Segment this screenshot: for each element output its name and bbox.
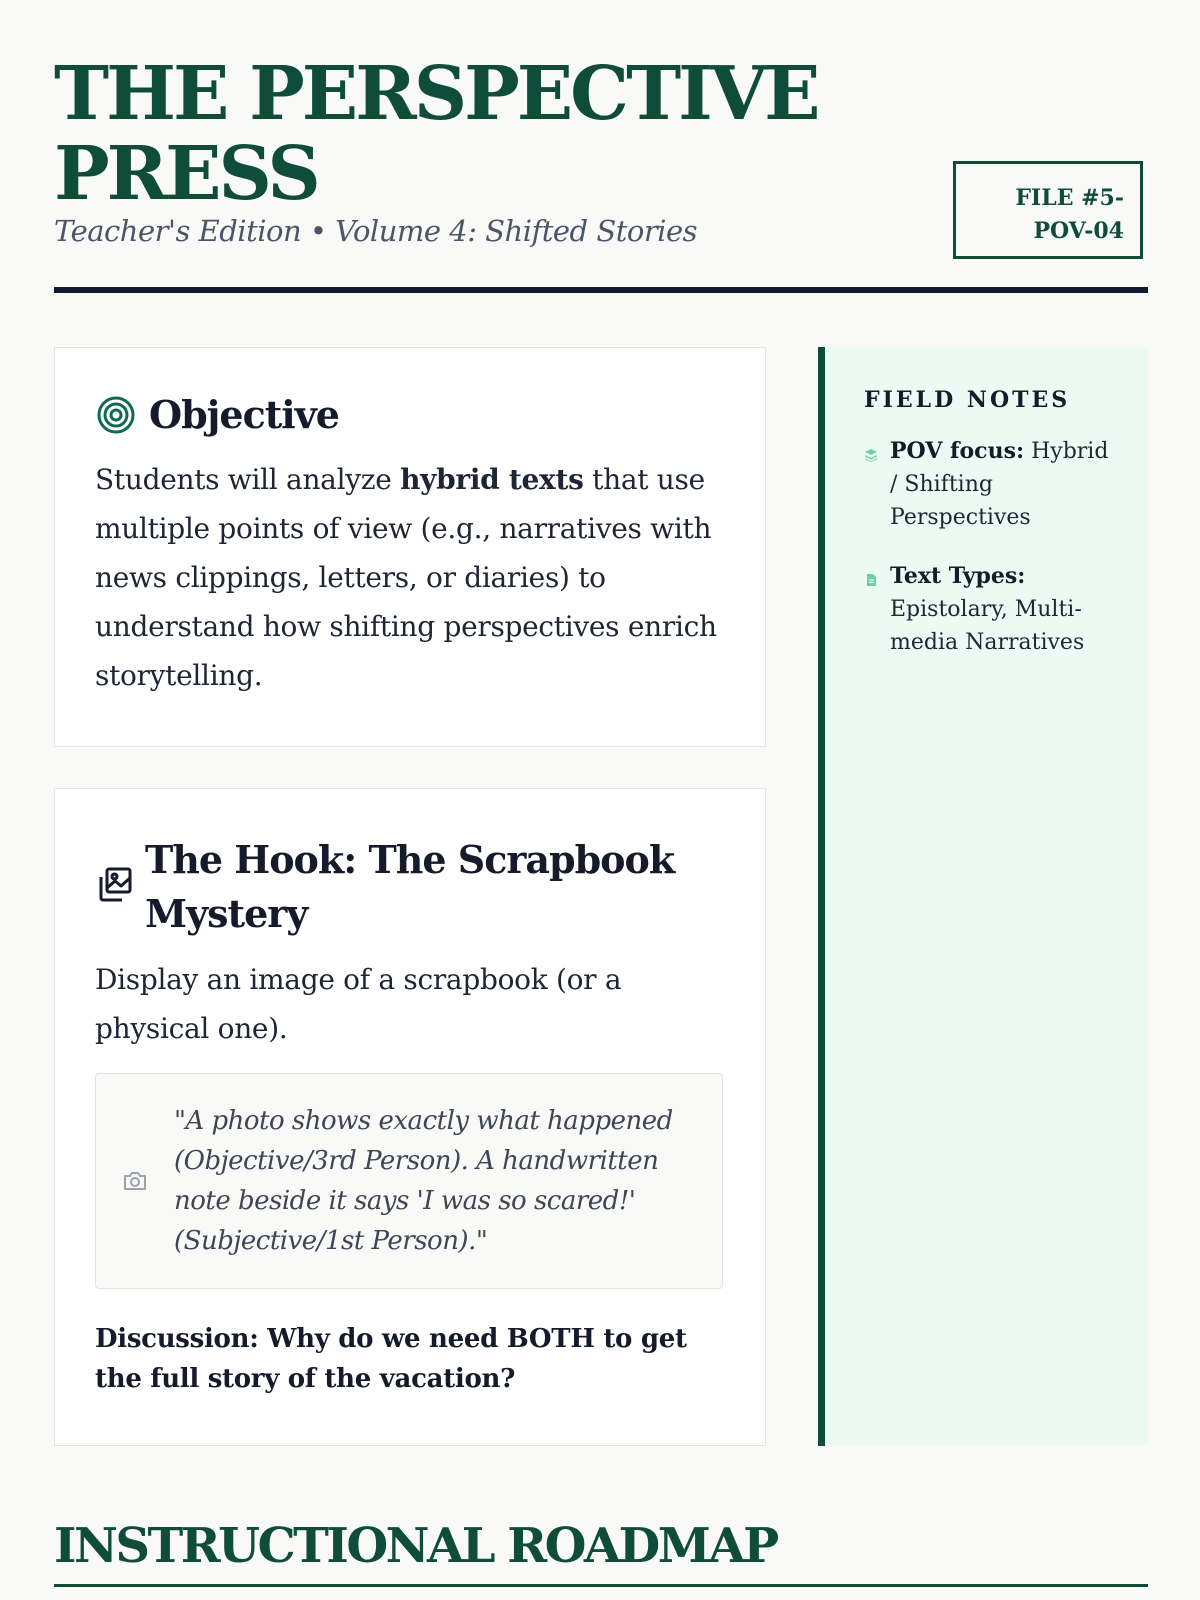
publication-title: THE PERSPECTIVE PRESS: [54, 51, 818, 217]
file-icon: [864, 572, 878, 586]
quote-box: [95, 1073, 723, 1289]
objective-card: [54, 347, 766, 747]
field-notes-heading: FIELD NOTES: [864, 387, 1071, 413]
objective-text: Students will analyze hybrid texts that use multiple points of view (e.g., narratives with news clippings, letters, or diaries) to understand how shifting perspectives enrich storytelling.: [95, 463, 717, 692]
field-note-text-types: [864, 560, 1118, 659]
hook-card: [54, 788, 766, 1446]
hook-intro: Display an image of a scrapbook (or a physical one).: [95, 963, 622, 1045]
objective-emphasis: hybrid texts: [400, 463, 584, 496]
pov-value: Hybrid / Shifting Perspectives: [890, 439, 1109, 530]
quote-text: "A photo shows exactly what happened (Objective/3rd Person). A handwritten note beside it says 'I was so scared!' (Subjective/1st Person).": [174, 1106, 673, 1256]
photo-stack-icon: [95, 865, 135, 905]
file-code-badge: FILE #5-POV-04: [953, 161, 1143, 259]
text-types-value: Epistolary, Multi-media Narratives: [890, 597, 1085, 655]
field-note-pov: [864, 435, 1118, 534]
camera-icon: [122, 1168, 148, 1194]
text-types-label: Text Types:: [890, 563, 1026, 589]
header-divider: [54, 287, 1148, 293]
pov-label: POV focus:: [890, 438, 1025, 464]
roadmap-heading: INSTRUCTIONAL ROADMAP: [54, 1518, 777, 1574]
objective-heading: Objective: [149, 392, 339, 437]
target-icon: [95, 394, 137, 436]
roadmap-divider: [54, 1584, 1148, 1587]
layers-icon: [864, 447, 878, 461]
field-notes-sidebar: [818, 347, 1148, 1446]
hook-heading: The Hook: The Scrapbook Mystery: [145, 837, 675, 936]
discussion-prompt: Discussion: Why do we need BOTH to get the full story of the vacation?: [95, 1324, 687, 1394]
edition-subtitle: Teacher's Edition • Volume 4: Shifted Stories: [54, 214, 697, 248]
